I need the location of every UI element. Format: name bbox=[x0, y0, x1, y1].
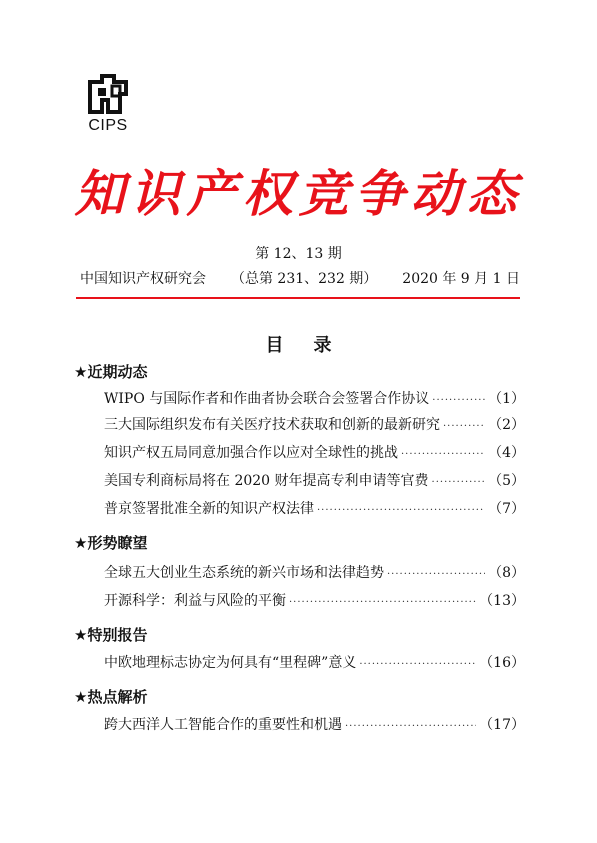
toc-entry[interactable] bbox=[104, 590, 525, 610]
publication-date: 2020 年 9 月 1 日 bbox=[402, 271, 520, 287]
toc-section-heading: ★形势瞭望 bbox=[74, 534, 148, 552]
toc-entry-title: 普京签署批准全新的知识产权法律 bbox=[104, 501, 314, 517]
toc-entry[interactable] bbox=[104, 470, 525, 490]
toc-entry[interactable] bbox=[104, 442, 525, 462]
toc-entry[interactable] bbox=[104, 414, 525, 434]
toc-entry-title: 三大国际组织发布有关医疗技术获取和创新的最新研究 bbox=[104, 417, 440, 433]
toc-entry-title: WIPO 与国际作者和作曲者协会联合会签署合作协议 bbox=[104, 391, 430, 407]
toc-entry-page: （7） bbox=[488, 501, 525, 517]
cips-logo-icon bbox=[84, 72, 132, 116]
toc-entry-title: 美国专利商标局将在 2020 财年提高专利申请等官费 bbox=[104, 473, 429, 489]
toc-entry-page: （4） bbox=[488, 445, 525, 461]
toc-leader bbox=[432, 477, 486, 488]
toc-entry-title: 开源科学：利益与风险的平衡 bbox=[104, 593, 286, 609]
toc-entry[interactable] bbox=[104, 652, 525, 672]
toc-entry-page: （17） bbox=[479, 717, 525, 733]
publication-info bbox=[80, 268, 520, 288]
toc-entry-title: 中欧地理标志协定为何具有“里程碑”意义 bbox=[104, 655, 357, 671]
toc-section-heading: ★热点解析 bbox=[74, 688, 148, 706]
issue-number: 第 12、13 期 bbox=[255, 246, 342, 262]
toc-entry-page: （8） bbox=[488, 565, 525, 581]
publisher: 中国知识产权研究会 bbox=[80, 271, 206, 287]
toc-entry[interactable] bbox=[104, 714, 525, 734]
toc-entry-page: （16） bbox=[479, 655, 525, 671]
toc-entry-title: 全球五大创业生态系统的新兴市场和法律趋势 bbox=[104, 565, 384, 581]
toc-section-heading: ★近期动态 bbox=[74, 363, 148, 381]
toc-entry[interactable] bbox=[104, 498, 525, 518]
cips-logo bbox=[84, 72, 132, 116]
toc-leader bbox=[345, 721, 476, 732]
toc-entry-title: 知识产权五局同意加强合作以应对全球性的挑战 bbox=[104, 445, 398, 461]
toc-section-heading: ★特别报告 bbox=[74, 626, 148, 644]
toc-leader bbox=[317, 505, 485, 516]
masthead-title: 知识产权竞争动态 bbox=[74, 164, 523, 223]
total-issue: （总第 231、232 期） bbox=[230, 271, 378, 287]
toc-entry[interactable] bbox=[104, 562, 525, 582]
toc-leader bbox=[387, 569, 485, 580]
toc-leader bbox=[401, 449, 485, 460]
toc-leader bbox=[432, 395, 485, 406]
toc-leader bbox=[443, 421, 485, 432]
toc-entry-page: （5） bbox=[488, 473, 525, 489]
toc-entry-title: 跨大西洋人工智能合作的重要性和机遇 bbox=[104, 717, 342, 733]
toc-title: 目录 bbox=[265, 335, 362, 356]
toc-leader bbox=[289, 597, 476, 608]
toc-entry-page: （2） bbox=[488, 417, 525, 433]
toc-leader bbox=[359, 659, 476, 670]
toc-entry-page: （1） bbox=[488, 391, 525, 407]
toc-entry-page: （13） bbox=[479, 593, 525, 609]
toc-entry[interactable] bbox=[104, 388, 525, 408]
logo-text: CIPS bbox=[88, 117, 128, 134]
header-divider bbox=[76, 297, 520, 299]
